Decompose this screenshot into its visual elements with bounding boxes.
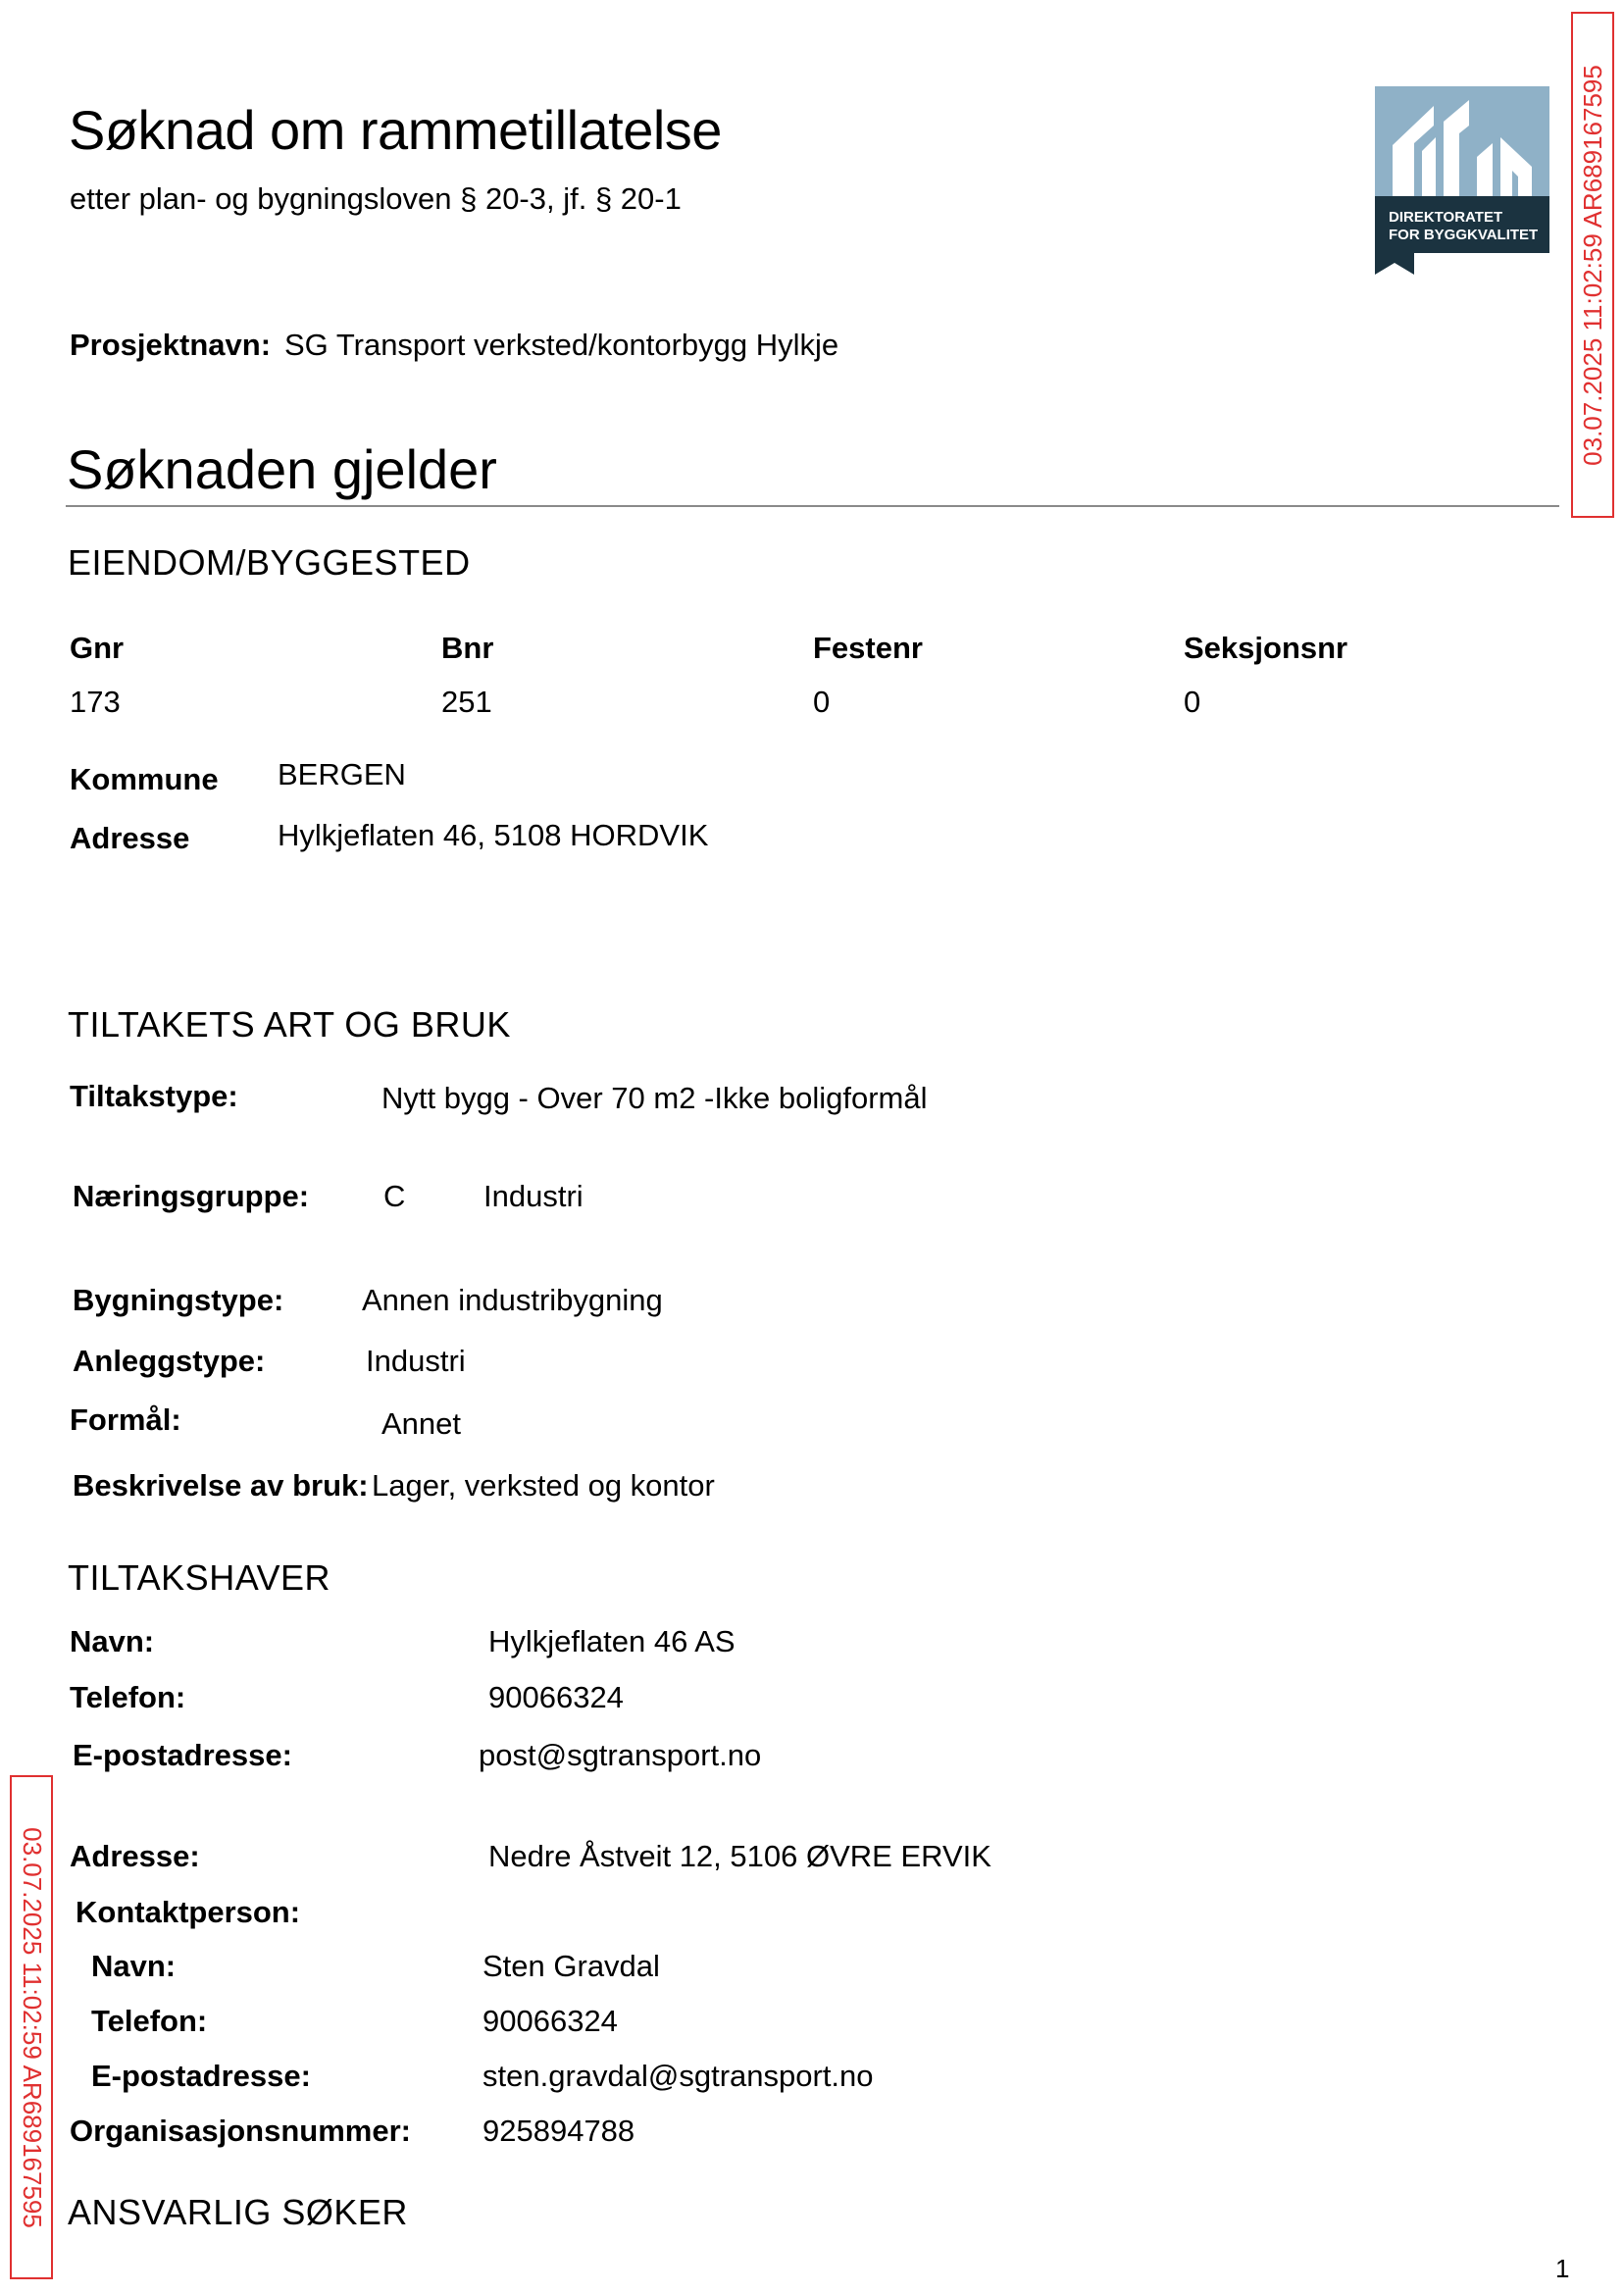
seksjonsnr-label: Seksjonsnr (1184, 631, 1348, 665)
naeringsgruppe-code: C (383, 1179, 406, 1213)
gnr-label: Gnr (70, 631, 125, 665)
ansvarlig-soker-heading: ANSVARLIG SØKER (68, 2192, 408, 2232)
anleggstype-value: Industri (366, 1344, 466, 1378)
logo-line2: FOR BYGGKVALITET (1389, 227, 1539, 243)
eiendom-heading: EIENDOM/BYGGESTED (68, 542, 471, 583)
th-adresse-value: Nedre Åstveit 12, 5106 ØVRE ERVIK (488, 1839, 991, 1873)
dibk-logo-mark (1375, 86, 1549, 275)
archive-stamp-bottom-text: 03.07.2025 11:02:59 AR689167595 (17, 1826, 47, 2228)
adresse-value: Hylkjeflaten 46, 5108 HORDVIK (278, 818, 709, 852)
orgnr-label: Organisasjonsnummer: (70, 2114, 411, 2148)
kontakt-navn-value: Sten Gravdal (482, 1949, 660, 1983)
th-epost-label: E-postadresse: (73, 1738, 292, 1772)
bnr-value: 251 (441, 685, 492, 719)
section-divider (66, 505, 1559, 507)
th-navn-value: Hylkjeflaten 46 AS (488, 1624, 736, 1658)
project-value: SG Transport verksted/kontorbygg Hylkje (284, 328, 839, 362)
th-telefon-value: 90066324 (488, 1680, 624, 1714)
adresse-label: Adresse (70, 821, 190, 855)
logo-line1: DIREKTORATET (1389, 209, 1503, 226)
th-epost-value: post@sgtransport.no (479, 1738, 762, 1772)
festenr-label: Festenr (813, 631, 923, 665)
archive-stamp-bottom (10, 1775, 53, 2279)
formal-label: Formål: (70, 1402, 181, 1437)
kontakt-telefon-value: 90066324 (482, 2004, 618, 2038)
archive-stamp-top (1571, 12, 1614, 518)
kommune-label: Kommune (70, 762, 219, 796)
kontakt-telefon-label: Telefon: (91, 2004, 208, 2038)
kommune-value: BERGEN (278, 757, 406, 791)
kontakt-epost-label: E-postadresse: (91, 2059, 311, 2093)
kontaktperson-label: Kontaktperson: (76, 1895, 301, 1929)
gnr-value: 173 (70, 685, 121, 719)
naeringsgruppe-label: Næringsgruppe: (73, 1179, 310, 1213)
dibk-logo (1375, 86, 1549, 275)
orgnr-value: 925894788 (482, 2114, 635, 2148)
tiltakstype-value: Nytt bygg - Over 70 m2 -Ikke boligformål (381, 1081, 928, 1115)
bygningstype-value: Annen industribygning (362, 1283, 663, 1317)
tiltakstype-label: Tiltakstype: (70, 1079, 238, 1113)
seksjonsnr-value: 0 (1184, 685, 1201, 719)
beskrivelse-value: Lager, verksted og kontor (372, 1468, 715, 1503)
kontakt-navn-label: Navn: (91, 1949, 177, 1983)
bygningstype-label: Bygningstype: (73, 1283, 284, 1317)
formal-value: Annet (381, 1406, 462, 1441)
festenr-value: 0 (813, 685, 831, 719)
tiltak-heading: TILTAKETS ART OG BRUK (68, 1004, 511, 1045)
th-telefon-label: Telefon: (70, 1680, 186, 1714)
th-navn-label: Navn: (70, 1624, 155, 1658)
document-title: Søknad om rammetillatelse (69, 99, 722, 161)
archive-stamp-top-text: 03.07.2025 11:02:59 AR689167595 (1577, 64, 1607, 466)
document-subtitle: etter plan- og bygningsloven § 20-3, jf. § 20-1 (70, 181, 682, 216)
th-adresse-label: Adresse: (70, 1839, 200, 1873)
page-number: 1 (1555, 2254, 1570, 2283)
anleggstype-label: Anleggstype: (73, 1344, 266, 1378)
project-label: Prosjektnavn: (70, 328, 272, 362)
naeringsgruppe-value: Industri (483, 1179, 584, 1213)
bnr-label: Bnr (441, 631, 494, 665)
kontakt-epost-value: sten.gravdal@sgtransport.no (482, 2059, 874, 2093)
beskrivelse-label: Beskrivelse av bruk: (73, 1468, 369, 1503)
section-heading: Søknaden gjelder (67, 438, 497, 500)
tiltakshaver-heading: TILTAKSHAVER (68, 1557, 331, 1598)
